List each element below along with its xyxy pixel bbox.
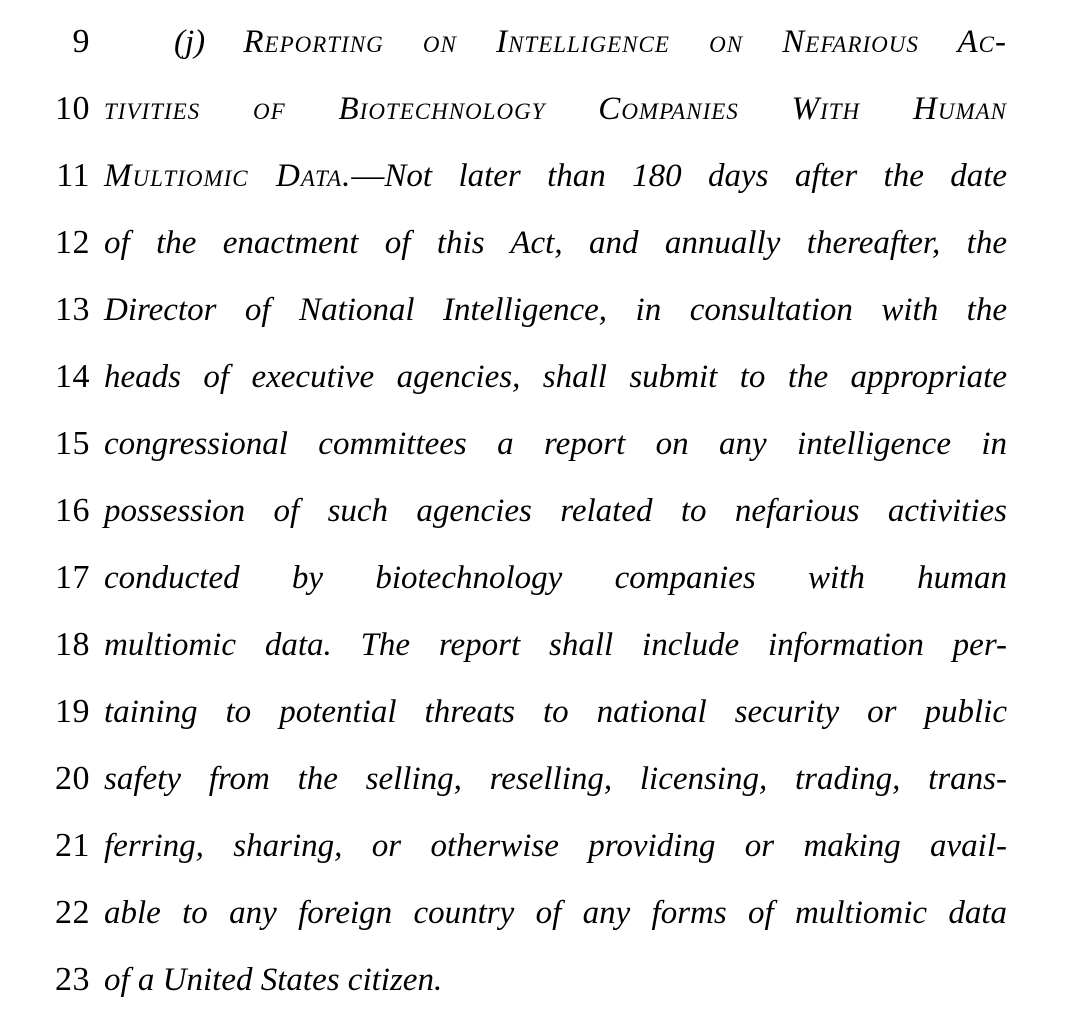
bill-line bbox=[0, 946, 1073, 1013]
bill-line bbox=[0, 745, 1073, 812]
line-number: 16 bbox=[55, 492, 90, 529]
text-segment-smallcaps: Multiomic Data. bbox=[104, 158, 352, 194]
text-segment-italic: ferring, sharing, or otherwise providing or making avail- bbox=[104, 828, 1007, 864]
line-number: 11 bbox=[56, 157, 90, 194]
line-number: 12 bbox=[55, 224, 90, 261]
text-segment-italic: safety from the selling, reselling, licensing, trading, trans- bbox=[104, 761, 1007, 797]
text-segment-italic: Not later than 180 days after the date bbox=[384, 158, 1008, 194]
line-text bbox=[104, 947, 1007, 1014]
bill-line bbox=[0, 544, 1073, 611]
text-segment-italic: possession of such agencies related to nefarious activities bbox=[104, 493, 1007, 529]
text-segment-italic: (j) bbox=[174, 24, 244, 60]
text-segment-italic: of the enactment of this Act, and annually thereafter, the bbox=[104, 225, 1007, 261]
bill-line bbox=[0, 209, 1073, 276]
line-number: 21 bbox=[55, 827, 90, 864]
line-number: 10 bbox=[55, 90, 90, 127]
bill-line bbox=[0, 611, 1073, 678]
line-number: 9 bbox=[72, 23, 90, 60]
text-segment-smallcaps: Reporting on Intelligence on Nefarious Ac- bbox=[243, 24, 1007, 60]
text-segment-italic: of a United States citizen. bbox=[104, 962, 443, 998]
text-segment-smallcaps: tivities of Biotechnology Companies With Human bbox=[104, 91, 1007, 127]
bill-line bbox=[0, 678, 1073, 745]
line-number: 17 bbox=[55, 559, 90, 596]
text-segment-italic: congressional committees a report on any intelligence in bbox=[104, 426, 1007, 462]
bill-line bbox=[0, 343, 1073, 410]
text-segment-italic: able to any foreign country of any forms of multiomic data bbox=[104, 895, 1007, 931]
bill-line bbox=[0, 8, 1073, 75]
line-number: 19 bbox=[55, 693, 90, 730]
line-number: 18 bbox=[55, 626, 90, 663]
line-number: 15 bbox=[55, 425, 90, 462]
line-number: 20 bbox=[55, 760, 90, 797]
bill-line bbox=[0, 812, 1073, 879]
line-number: 14 bbox=[55, 358, 90, 395]
bill-line bbox=[0, 142, 1073, 209]
bill-line bbox=[0, 410, 1073, 477]
bill-line bbox=[0, 477, 1073, 544]
text-segment-italic: taining to potential threats to national security or public bbox=[104, 694, 1007, 730]
line-number: 23 bbox=[55, 961, 90, 998]
line-number: 22 bbox=[55, 894, 90, 931]
text-segment-italic: Director of National Intelligence, in consultation with the bbox=[104, 292, 1007, 328]
line-number: 13 bbox=[55, 291, 90, 328]
text-segment-italic: heads of executive agencies, shall submit to the appropriate bbox=[104, 359, 1007, 395]
text-segment-italic: multiomic data. The report shall include information per- bbox=[104, 627, 1007, 663]
bill-line bbox=[0, 75, 1073, 142]
text-segment-dash: — bbox=[351, 158, 385, 194]
text-segment-italic: conducted by biotechnology companies with human bbox=[104, 560, 1007, 596]
bill-line bbox=[0, 276, 1073, 343]
bill-line bbox=[0, 879, 1073, 946]
